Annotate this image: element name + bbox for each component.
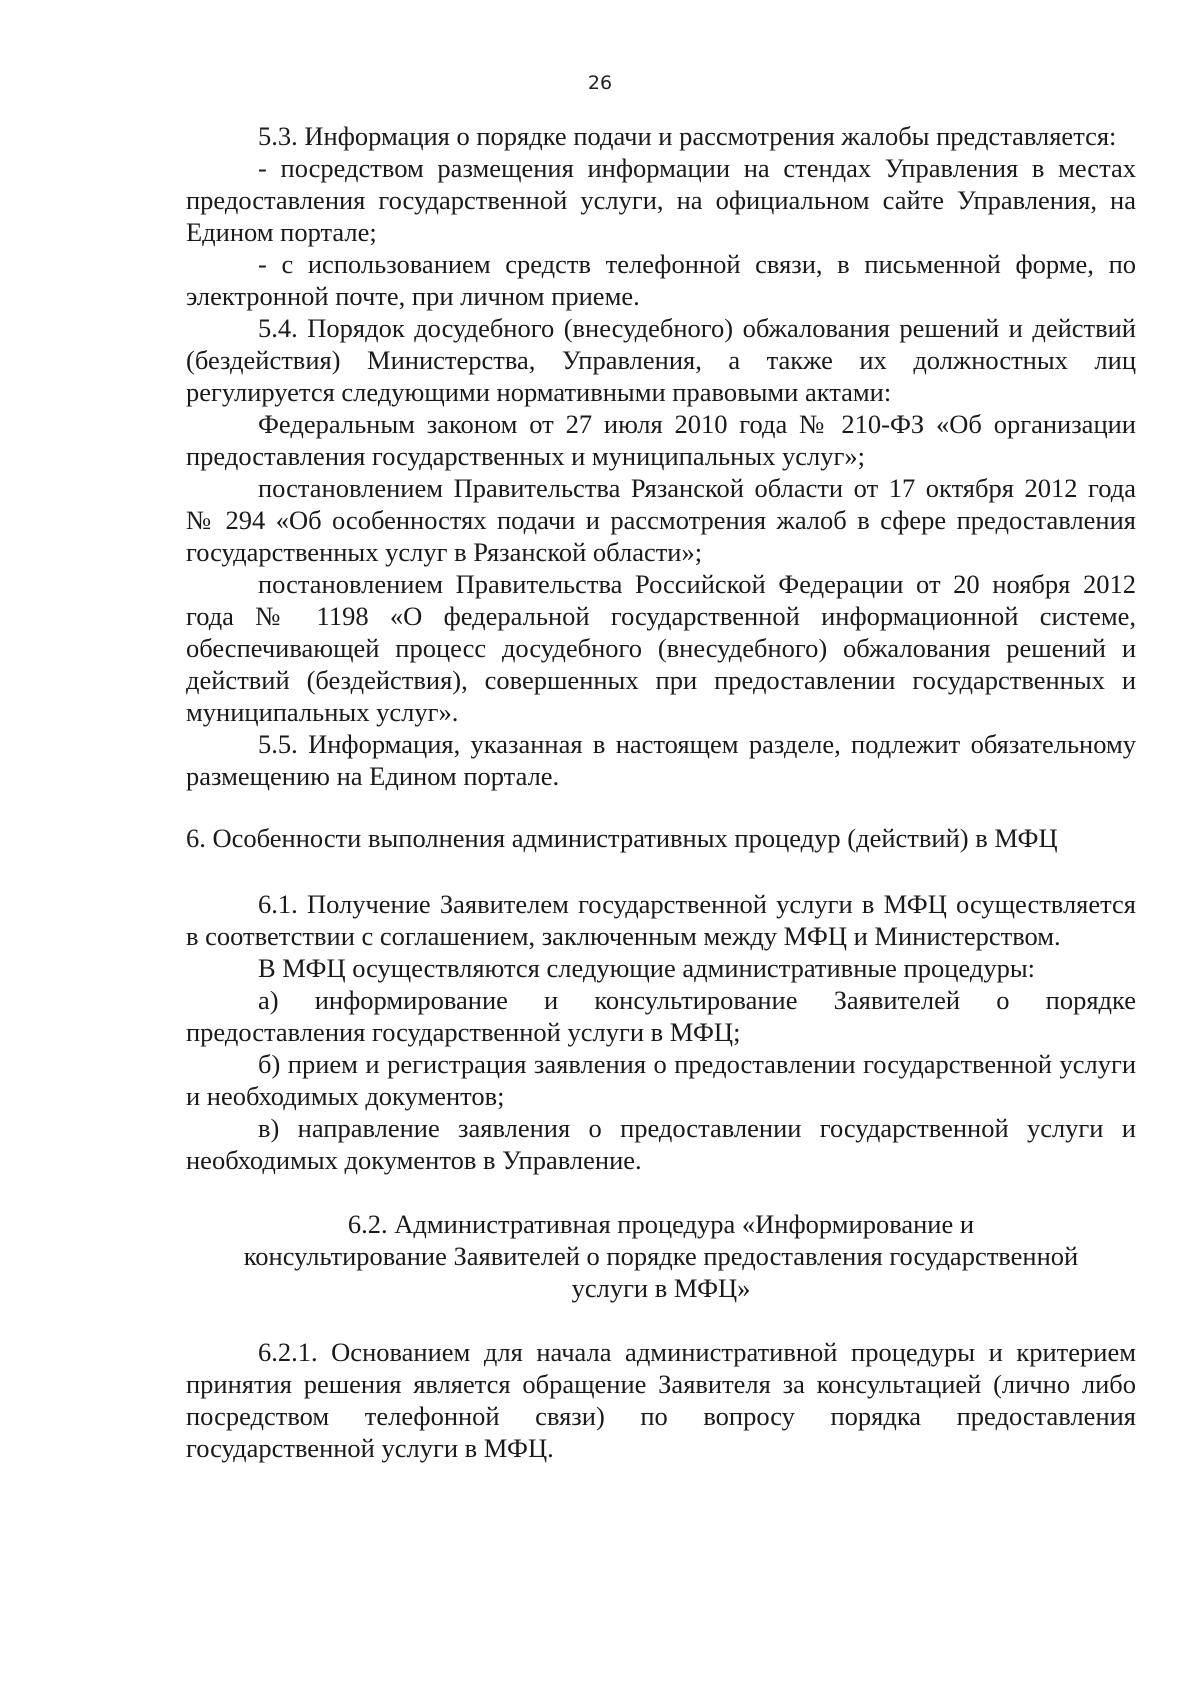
paragraph-5-4-item-a: Федеральным законом от 27 июля 2010 года № 210-ФЗ «Об организации предоставления государственных и муниципальных услуг»; (186, 409, 1136, 471)
subsection-6-2-heading-line-2: консультирование Заявителей о порядке предоставления государственной (243, 1241, 1079, 1271)
paragraph-6-2-1: 6.2.1. Основанием для начала административной процедуры и критерием принятия решения является обращение Заявителя за консультацией (лично либо посредством телефонной связи) по вопросу порядка предоставления государственной услуги в МФЦ. (186, 1337, 1136, 1463)
paragraph-6-1-intro: В МФЦ осуществляются следующие административные процедуры: (258, 953, 1035, 983)
paragraph-6-1: 6.1. Получение Заявителем государственной услуги в МФЦ осуществляется в соответствии с соглашением, заключенным между МФЦ и Министерством. (186, 889, 1136, 951)
document-body (186, 120, 1136, 1464)
page-number: 26 (587, 72, 613, 94)
paragraph-5-4-item-b: постановлением Правительства Рязанской области от 17 октября 2012 года № 294 «Об особенностях подачи и рассмотрения жалоб в сфере предоставления государственных услуг в Рязанской области»; (186, 473, 1136, 567)
paragraph-6-1-item-b: б) прием и регистрация заявления о предоставлении государственной услуги и необходимых документов; (186, 1049, 1136, 1111)
paragraph-5-3: 5.3. Информация о порядке подачи и рассмотрения жалобы представляется: (258, 121, 1117, 151)
section-6-heading: 6. Особенности выполнения административных процедур (действий) в МФЦ (186, 823, 1058, 853)
paragraph-5-3-item-a: - посредством размещения информации на стендах Управления в местах предоставления государственной услуги, на официальном сайте Управления, на Едином портале; (186, 153, 1136, 247)
paragraph-5-3-item-b: - с использованием средств телефонной связи, в письменной форме, по электронной почте, при личном приеме. (186, 249, 1136, 311)
subsection-6-2-heading-line-1: 6.2. Административная процедура «Информирование и (347, 1209, 975, 1239)
paragraph-5-5: 5.5. Информация, указанная в настоящем разделе, подлежит обязательному размещению на Едином портале. (186, 729, 1136, 791)
subsection-6-2-heading-line-3: услуги в МФЦ» (571, 1273, 751, 1303)
paragraph-5-4: 5.4. Порядок досудебного (внесудебного) обжалования решений и действий (бездействия) Министерства, Управления, а также их должностных лиц регулируется следующими нормативными правовыми актами: (186, 313, 1136, 407)
paragraph-5-4-item-c: постановлением Правительства Российской Федерации от 20 ноября 2012 года № 1198 «О федеральной государственной информационной системе, обеспечивающей процесс досудебного (внесудебного) обжалования решений и действий (бездействия), совершенных при предоставлении государственных и муниципальных услуг». (186, 569, 1136, 727)
paragraph-6-1-item-a: а) информирование и консультирование Заявителей о порядке предоставления государственной услуги в МФЦ; (186, 985, 1136, 1047)
subsection-6-2-heading (186, 1208, 1136, 1304)
paragraph-6-1-item-c: в) направление заявления о предоставлении государственной услуги и необходимых документов в Управление. (186, 1113, 1136, 1175)
